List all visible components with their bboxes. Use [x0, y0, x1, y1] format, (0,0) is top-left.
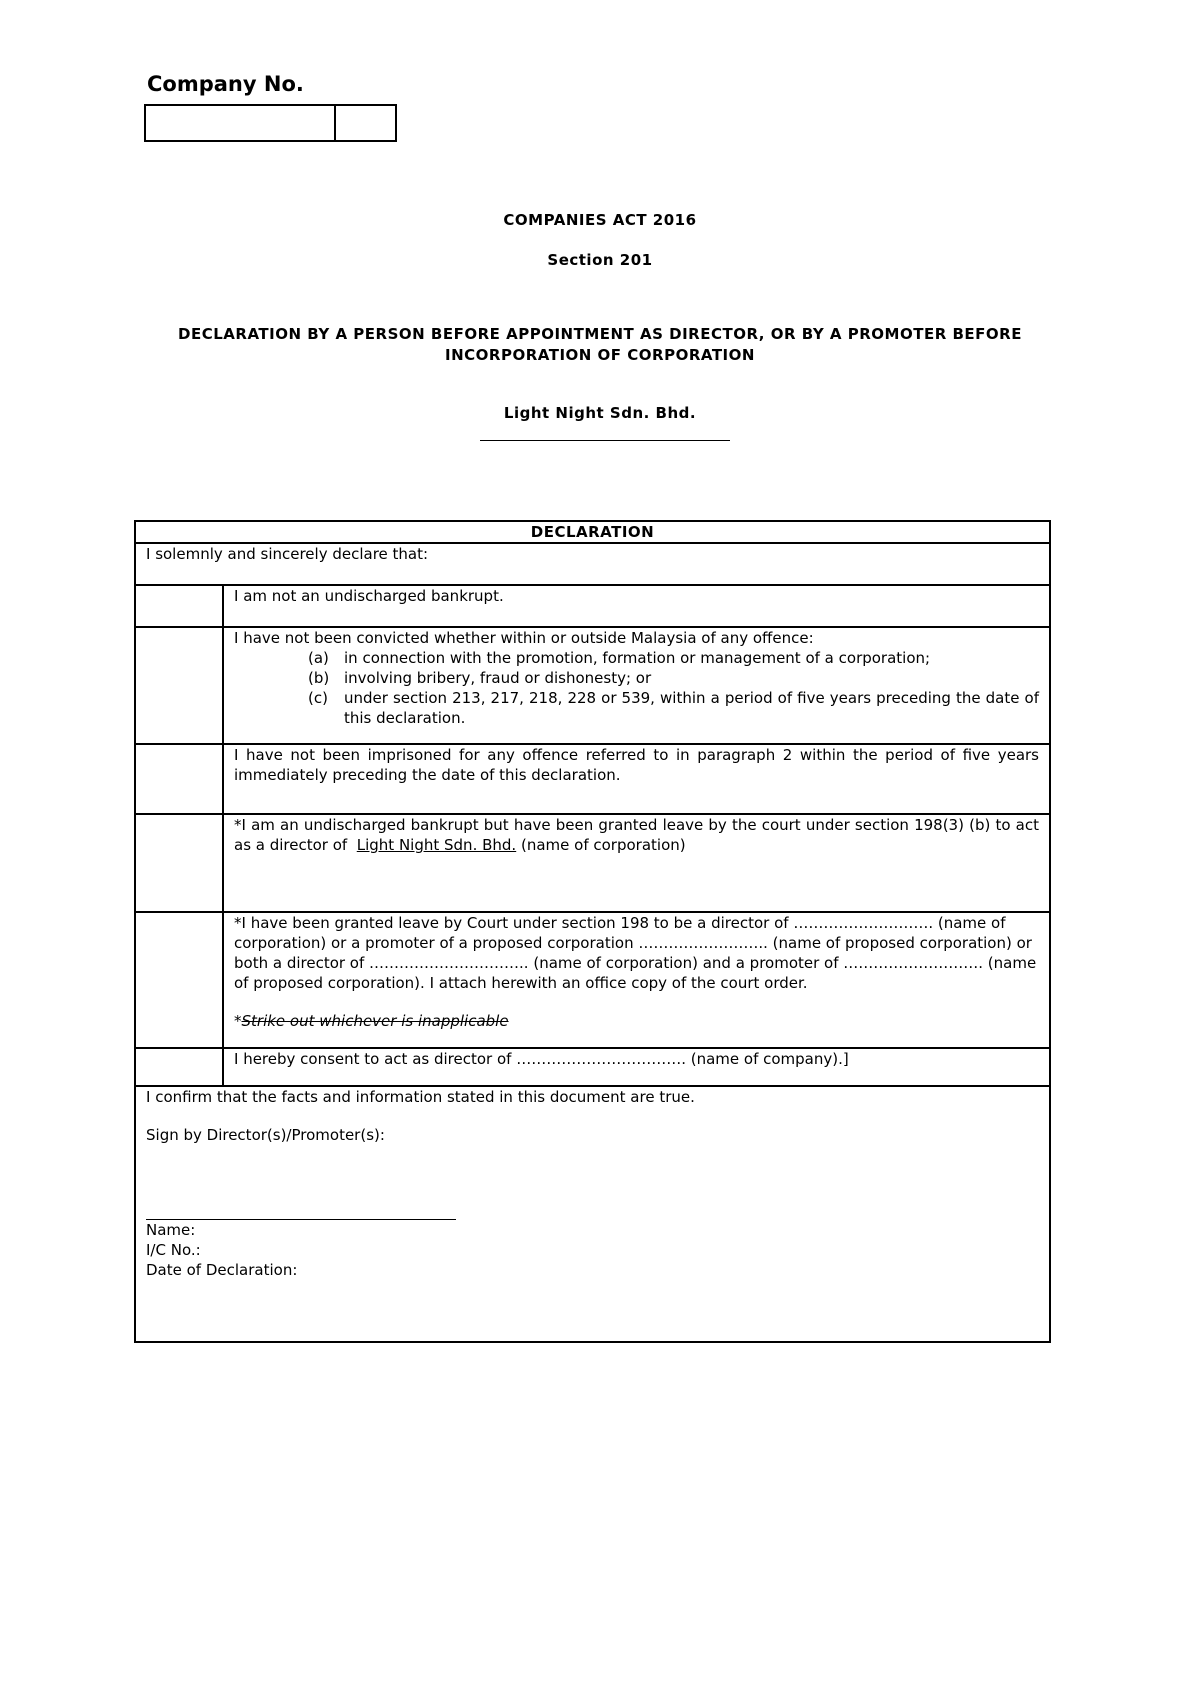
- checkbox-item-1[interactable]: [135, 585, 223, 627]
- corporation-name: Light Night Sdn. Bhd.: [503, 404, 697, 422]
- list-item: (c) under section 213, 217, 218, 228 or 539, within a period of five years preceding the date of this declaration.: [308, 689, 1039, 727]
- checkbox-item-3[interactable]: [135, 744, 223, 814]
- list-item: (a) in connection with the promotion, formation or management of a corporation;: [308, 649, 931, 667]
- section-title: Section 201: [547, 251, 653, 269]
- declaration-item-6: I hereby consent to act as director of ……………………………. (name of company).]: [223, 1048, 1050, 1086]
- item-2-lead: I have not been convicted whether within or outside Malaysia of any offence:: [234, 629, 814, 647]
- declaration-intro: I solemnly and sincerely declare that:: [135, 543, 1050, 585]
- name-label: Name:: [146, 1221, 196, 1239]
- form-title-line2: INCORPORATION OF CORPORATION: [445, 346, 755, 364]
- ic-label: I/C No.:: [146, 1241, 201, 1259]
- signature-section: [135, 1086, 1050, 1342]
- declaration-table: [134, 520, 1051, 1343]
- company-no-suffix-field[interactable]: [336, 106, 395, 140]
- declaration-item-2: [223, 627, 1050, 744]
- checkbox-item-2[interactable]: [135, 627, 223, 744]
- sign-label: Sign by Director(s)/Promoter(s):: [146, 1126, 385, 1144]
- company-no-box[interactable]: [144, 104, 397, 142]
- act-title: COMPANIES ACT 2016: [503, 211, 697, 229]
- declaration-heading: DECLARATION: [135, 521, 1050, 543]
- list-item: (b) involving bribery, fraud or dishonesty; or: [308, 669, 652, 687]
- item-2-sublist: [308, 648, 1039, 728]
- strike-out-note: *Strike out whichever is inapplicable: [234, 1012, 509, 1030]
- form-title-line1: DECLARATION BY A PERSON BEFORE APPOINTMENT AS DIRECTOR, OR BY A PROMOTER BEFORE: [178, 325, 1022, 343]
- item-4-corporation-name: Light Night Sdn. Bhd.: [356, 836, 517, 854]
- checkbox-item-5[interactable]: [135, 912, 223, 1048]
- declaration-item-3: I have not been imprisoned for any offence referred to in paragraph 2 within the period of five years immediately preceding the date of this declaration.: [223, 744, 1050, 814]
- declaration-item-5: [223, 912, 1050, 1048]
- company-no-label: Company No.: [147, 72, 304, 96]
- confirm-text: I confirm that the facts and information stated in this document are true.: [146, 1088, 695, 1106]
- item-5-text: *I have been granted leave by Court under section 198 to be a director of ………………………. (name of corporation) or a promoter of a proposed corporation …………………….. (name of proposed corporation) or both a director of ………………………….. (name of corporation) and a promoter of ………………………. (name of proposed corporation). I attach herewith an office copy of the court order.: [234, 914, 1037, 992]
- checkbox-item-4[interactable]: [135, 814, 223, 912]
- company-no-field[interactable]: [146, 106, 336, 140]
- checkbox-item-6[interactable]: [135, 1048, 223, 1086]
- declaration-item-4: *I am an undischarged bankrupt but have been granted leave by the court under section 198(3) (b) to act as a director of Light Night Sdn. Bhd. (name of corporation): [223, 814, 1050, 912]
- declaration-item-1: I am not an undischarged bankrupt.: [223, 585, 1050, 627]
- corporation-name-underline: [480, 440, 730, 441]
- date-label: Date of Declaration:: [146, 1261, 298, 1279]
